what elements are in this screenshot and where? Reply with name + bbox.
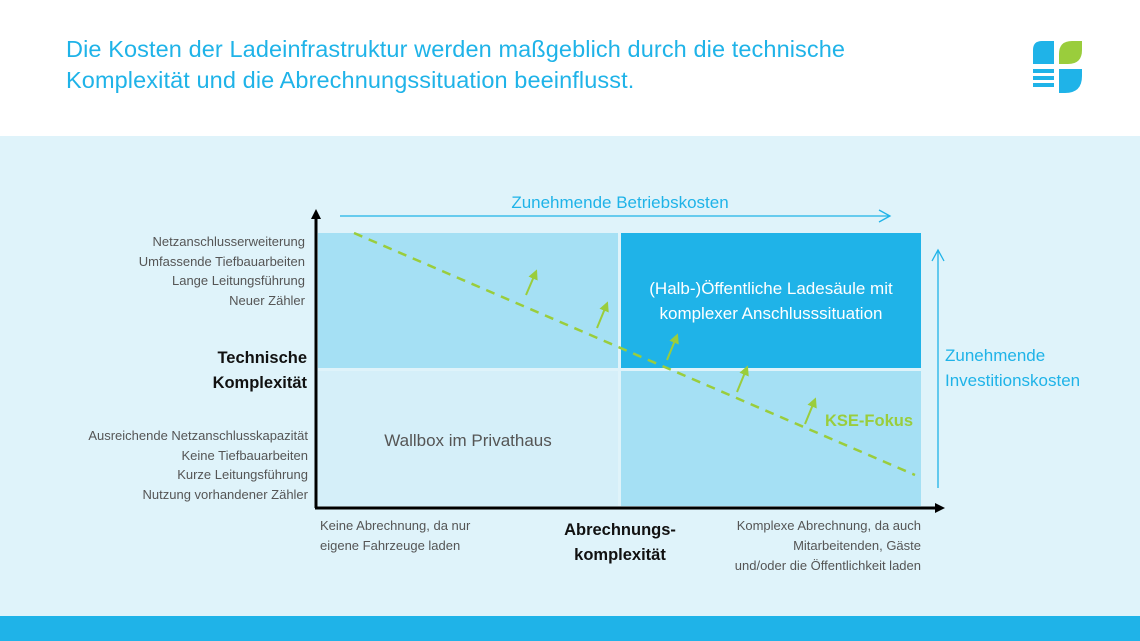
low-billing-note-line-1: Keine Abrechnung, da nur [320,518,471,533]
green-arrow-3 [667,338,676,360]
investment-cost-label [945,343,1135,393]
low-billing-note-line-2: eigene Fahrzeuge laden [320,538,461,553]
quadrant-public-charger-line-1: (Halb-)Öffentliche Ladesäule mit [649,279,893,298]
quadrant-wallbox-label: Wallbox im Privathaus [384,431,552,450]
list-item: Umfassende Tiefbauarbeiten [138,253,305,269]
list-item: Ausreichende Netzanschlusskapazität [88,428,308,443]
green-arrow-1 [526,274,535,295]
x-axis-label-line-1: Abrechnungs- [564,521,676,539]
high-billing-note [690,516,921,576]
list-item: Keine Tiefbauarbeiten [181,447,308,463]
kse-focus-label: KSE-Fokus [825,412,914,430]
x-axis-label-line-2: komplexität [574,546,666,564]
investment-cost-label-line-1: Zunehmende [945,346,1046,365]
investment-cost-label-line-2: Investitionskosten [945,371,1081,390]
high-billing-note-line-2: Mitarbeitenden, Gäste [793,538,921,553]
operating-cost-label: Zunehmende Betriebskosten [511,193,729,212]
green-arrow-2 [597,306,606,328]
high-billing-note-line-3: und/oder die Öffentlichkeit laden [734,558,921,573]
high-billing-note-line-1: Komplexe Abrechnung, da auch [736,518,921,533]
y-axis-label [150,346,307,396]
list-item: Nutzung vorhandener Zähler [142,487,308,503]
high-complexity-list [20,232,305,311]
y-axis-label-line-2: Komplexität [212,374,307,392]
quadrant-public-charger-line-2: komplexer Anschlusssituation [659,304,883,323]
quadrant-public-charger-label [621,276,921,326]
y-axis-label-line-1: Technische [217,349,307,367]
green-arrow-5 [805,402,814,424]
title-line-1: Die Kosten der Ladeinfrastruktur werden maßgeblich durch die technische [66,36,846,62]
x-axis-label [540,518,700,568]
title-line-2: Komplexität und die Abrechnungssituation beeinflusst. [66,67,635,93]
list-item: Neuer Zähler [229,293,305,309]
list-item: Lange Leitungsführung [171,273,305,289]
low-billing-note [320,516,540,556]
list-item: Kurze Leitungsführung [177,467,308,483]
green-arrow-4 [737,370,746,392]
list-item: Netzanschlusserweiterung [152,234,305,249]
low-complexity-list [20,426,308,505]
